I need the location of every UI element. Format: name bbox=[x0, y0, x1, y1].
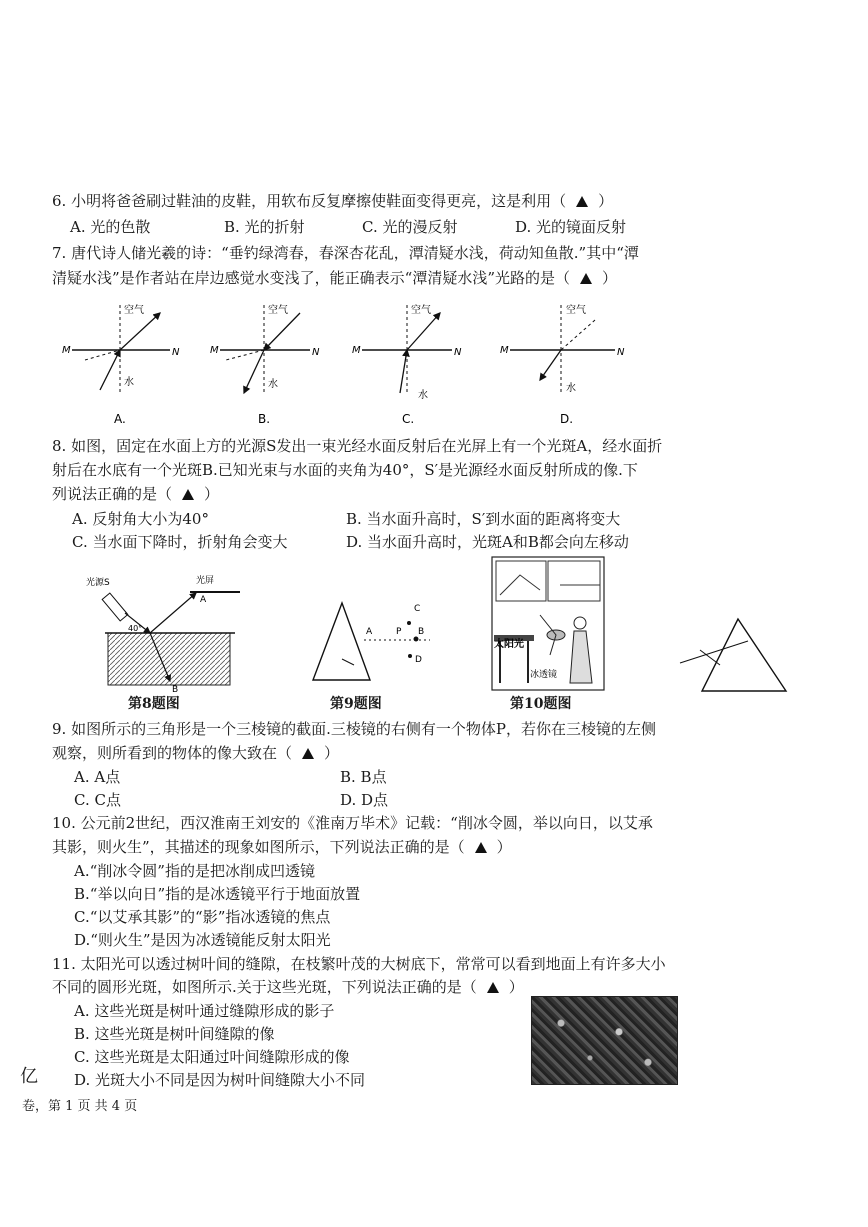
q8-close: ） bbox=[204, 485, 220, 503]
q10-close: ） bbox=[496, 838, 512, 856]
n-label: N bbox=[617, 347, 625, 358]
water-label: 水 bbox=[418, 390, 428, 401]
q8-line3-text: 列说法正确的是（ bbox=[52, 485, 173, 503]
figures-row bbox=[0, 555, 868, 695]
q10-line1: 10. 公元前2世纪，西汉淮南王刘安的《淮南万毕术》记载：“削冰令圆，举以向日，以艾承 bbox=[52, 814, 653, 832]
diagram-label-c: C. bbox=[402, 412, 415, 426]
q6-option-c: C. 光的漫反射 bbox=[362, 218, 458, 236]
light-source-icon bbox=[102, 593, 128, 621]
diagram-label-d: D. bbox=[560, 412, 574, 426]
answer-blank-triangle-icon bbox=[475, 842, 487, 853]
q11-line1: 11. 太阳光可以透过树叶间的缝隙，在枝繁叶茂的大树底下，常常可以看到地面上有许多大小 bbox=[52, 955, 666, 973]
fig9-d-label: D bbox=[415, 655, 422, 665]
q9-option-d: D. D点 bbox=[340, 791, 389, 809]
q7-diagram-c bbox=[352, 303, 462, 426]
q9-line2 bbox=[52, 744, 339, 762]
air-label: 空气 bbox=[124, 305, 144, 316]
water-label: 水 bbox=[124, 377, 134, 388]
q11-option-b: B. 这些光斑是树叶间缝隙的像 bbox=[74, 1025, 275, 1043]
prism-triangle bbox=[313, 603, 370, 680]
answer-blank-triangle-icon bbox=[302, 748, 314, 759]
q7-light-path-diagrams bbox=[0, 295, 868, 435]
q8-line1: 8. 如图，固定在水面上方的光源S发出一束光经水面反射后在光屏上有一个光斑A，经水面折 bbox=[52, 437, 663, 455]
water-label: 水 bbox=[268, 379, 278, 390]
diagram-label-a: A. bbox=[114, 412, 126, 426]
q11-option-d: D. 光斑大小不同是因为树叶间缝隙大小不同 bbox=[74, 1071, 366, 1089]
q11-line2-text: 不同的圆形光斑，如图所示.关于这些光斑，下列说法正确的是（ bbox=[52, 978, 477, 996]
q9-figure bbox=[313, 603, 430, 680]
q7-diagram-d bbox=[500, 303, 625, 426]
q6-option-b: B. 光的折射 bbox=[224, 218, 305, 236]
page-footer: 卷，第 1 页 共 4 页 bbox=[22, 1099, 138, 1114]
fig9-b-label: B bbox=[418, 627, 425, 637]
q10-line2 bbox=[52, 838, 512, 856]
fig8-a-label: A bbox=[200, 595, 207, 605]
m-label: M bbox=[352, 345, 361, 356]
q8-option-d: D. 当水面升高时，光斑A和B都会向左移动 bbox=[346, 533, 629, 551]
m-label: M bbox=[500, 345, 509, 356]
fig8-light-source-label: 光源S bbox=[86, 578, 110, 588]
figure-9-caption: 第9题图 bbox=[330, 696, 382, 712]
water-label: 水 bbox=[566, 383, 576, 394]
n-label: N bbox=[312, 347, 320, 358]
answer-blank-triangle-icon bbox=[487, 982, 499, 993]
q10-line2-text: 其影，则火生”，其描述的现象如图所示，下列说法正确的是（ bbox=[52, 838, 465, 856]
q8-line2: 射后在水底有一个光斑B.已知光束与水面的夹角为40°，S′是光源经水面反射所成的像.下 bbox=[52, 461, 638, 479]
air-label: 空气 bbox=[566, 305, 586, 316]
figure-10-caption: 第10题图 bbox=[510, 696, 572, 712]
air-label: 空气 bbox=[411, 305, 431, 316]
q10-option-b: B.“举以向日”指的是冰透镜平行于地面放置 bbox=[74, 885, 361, 903]
fig8-angle-label: 40° bbox=[128, 624, 143, 633]
fig9-p-label: P bbox=[396, 627, 402, 637]
fig8-screen-label: 光屏 bbox=[196, 576, 215, 586]
q11-option-c: C. 这些光斑是太阳通过叶间缝隙形成的像 bbox=[74, 1048, 350, 1066]
q9-line2-text: 观察，则所看到的物体的像大致在（ bbox=[52, 744, 293, 762]
q9-option-b: B. B点 bbox=[340, 768, 387, 786]
q7-diagram-a bbox=[62, 303, 180, 426]
answer-blank-triangle-icon bbox=[576, 196, 588, 207]
q11-option-a: A. 这些光斑是树叶通过缝隙形成的影子 bbox=[74, 1002, 335, 1020]
extra-prism-figure bbox=[680, 619, 786, 691]
answer-blank-triangle-icon bbox=[182, 489, 194, 500]
n-label: N bbox=[454, 347, 462, 358]
fig8-b-label: B bbox=[172, 685, 179, 695]
q9-option-a: A. A点 bbox=[74, 768, 121, 786]
side-mark: 亿 bbox=[20, 1066, 38, 1087]
q8-option-c: C. 当水面下降时，折射角会变大 bbox=[72, 533, 288, 551]
diagram-label-b: B. bbox=[258, 412, 271, 426]
m-label: M bbox=[62, 345, 71, 356]
light-spots-photo bbox=[531, 996, 678, 1085]
q7-diagram-b bbox=[210, 303, 320, 426]
q7-line1: 7. 唐代诗人储光羲的诗：“垂钓绿湾春，春深杏花乱，潭清疑水浅，荷动知鱼散.”其中“潭 bbox=[52, 244, 639, 262]
q10-figure bbox=[492, 557, 604, 690]
q9-line1: 9. 如图所示的三角形是一个三棱镜的截面.三棱镜的右侧有一个物体P，若你在三棱镜的左侧 bbox=[52, 720, 656, 738]
figure-8-caption: 第8题图 bbox=[128, 696, 180, 712]
q11-close: ） bbox=[508, 978, 524, 996]
fig9-c-label: C bbox=[414, 604, 421, 614]
object-p-dot bbox=[414, 637, 419, 642]
q7-line2 bbox=[52, 269, 617, 287]
fig10-ice-label: 冰透镜 bbox=[530, 670, 558, 680]
answer-blank-triangle-icon bbox=[580, 273, 592, 284]
fig9-a-label: A bbox=[366, 627, 373, 637]
q8-option-a: A. 反射角大小为40° bbox=[72, 510, 209, 528]
q8-option-b: B. 当水面升高时，S′到水面的距离将变大 bbox=[346, 510, 621, 528]
q10-option-a: A.“削冰令圆”指的是把冰削成凹透镜 bbox=[74, 862, 315, 880]
fig10-sun-label: 太阳光 bbox=[494, 639, 524, 650]
q9-option-c: C. C点 bbox=[74, 791, 121, 809]
q10-option-c: C.“以艾承其影”的“影”指冰透镜的焦点 bbox=[74, 908, 331, 926]
q6-option-a: A. 光的色散 bbox=[70, 218, 151, 236]
q7-close: ） bbox=[602, 269, 618, 287]
q6-close: ） bbox=[598, 192, 614, 210]
q8-line3 bbox=[52, 485, 219, 503]
q10-option-d: D.“则火生”是因为冰透镜能反射太阳光 bbox=[74, 931, 331, 949]
q6-option-d: D. 光的镜面反射 bbox=[515, 218, 627, 236]
q6-stem-text: 6. 小明将爸爸刷过鞋油的皮鞋，用软布反复摩擦使鞋面变得更亮，这是利用（ bbox=[52, 192, 567, 210]
q8-figure bbox=[86, 574, 240, 695]
m-label: M bbox=[210, 345, 219, 356]
q6-stem bbox=[52, 192, 613, 210]
q7-line2-text: 清疑水浅”是作者站在岸边感觉水变浅了，能正确表示“潭清疑水浅”光路的是（ bbox=[52, 269, 571, 287]
q9-close: ） bbox=[324, 744, 340, 762]
q11-line2 bbox=[52, 978, 524, 996]
n-label: N bbox=[172, 347, 180, 358]
air-label: 空气 bbox=[268, 305, 288, 316]
